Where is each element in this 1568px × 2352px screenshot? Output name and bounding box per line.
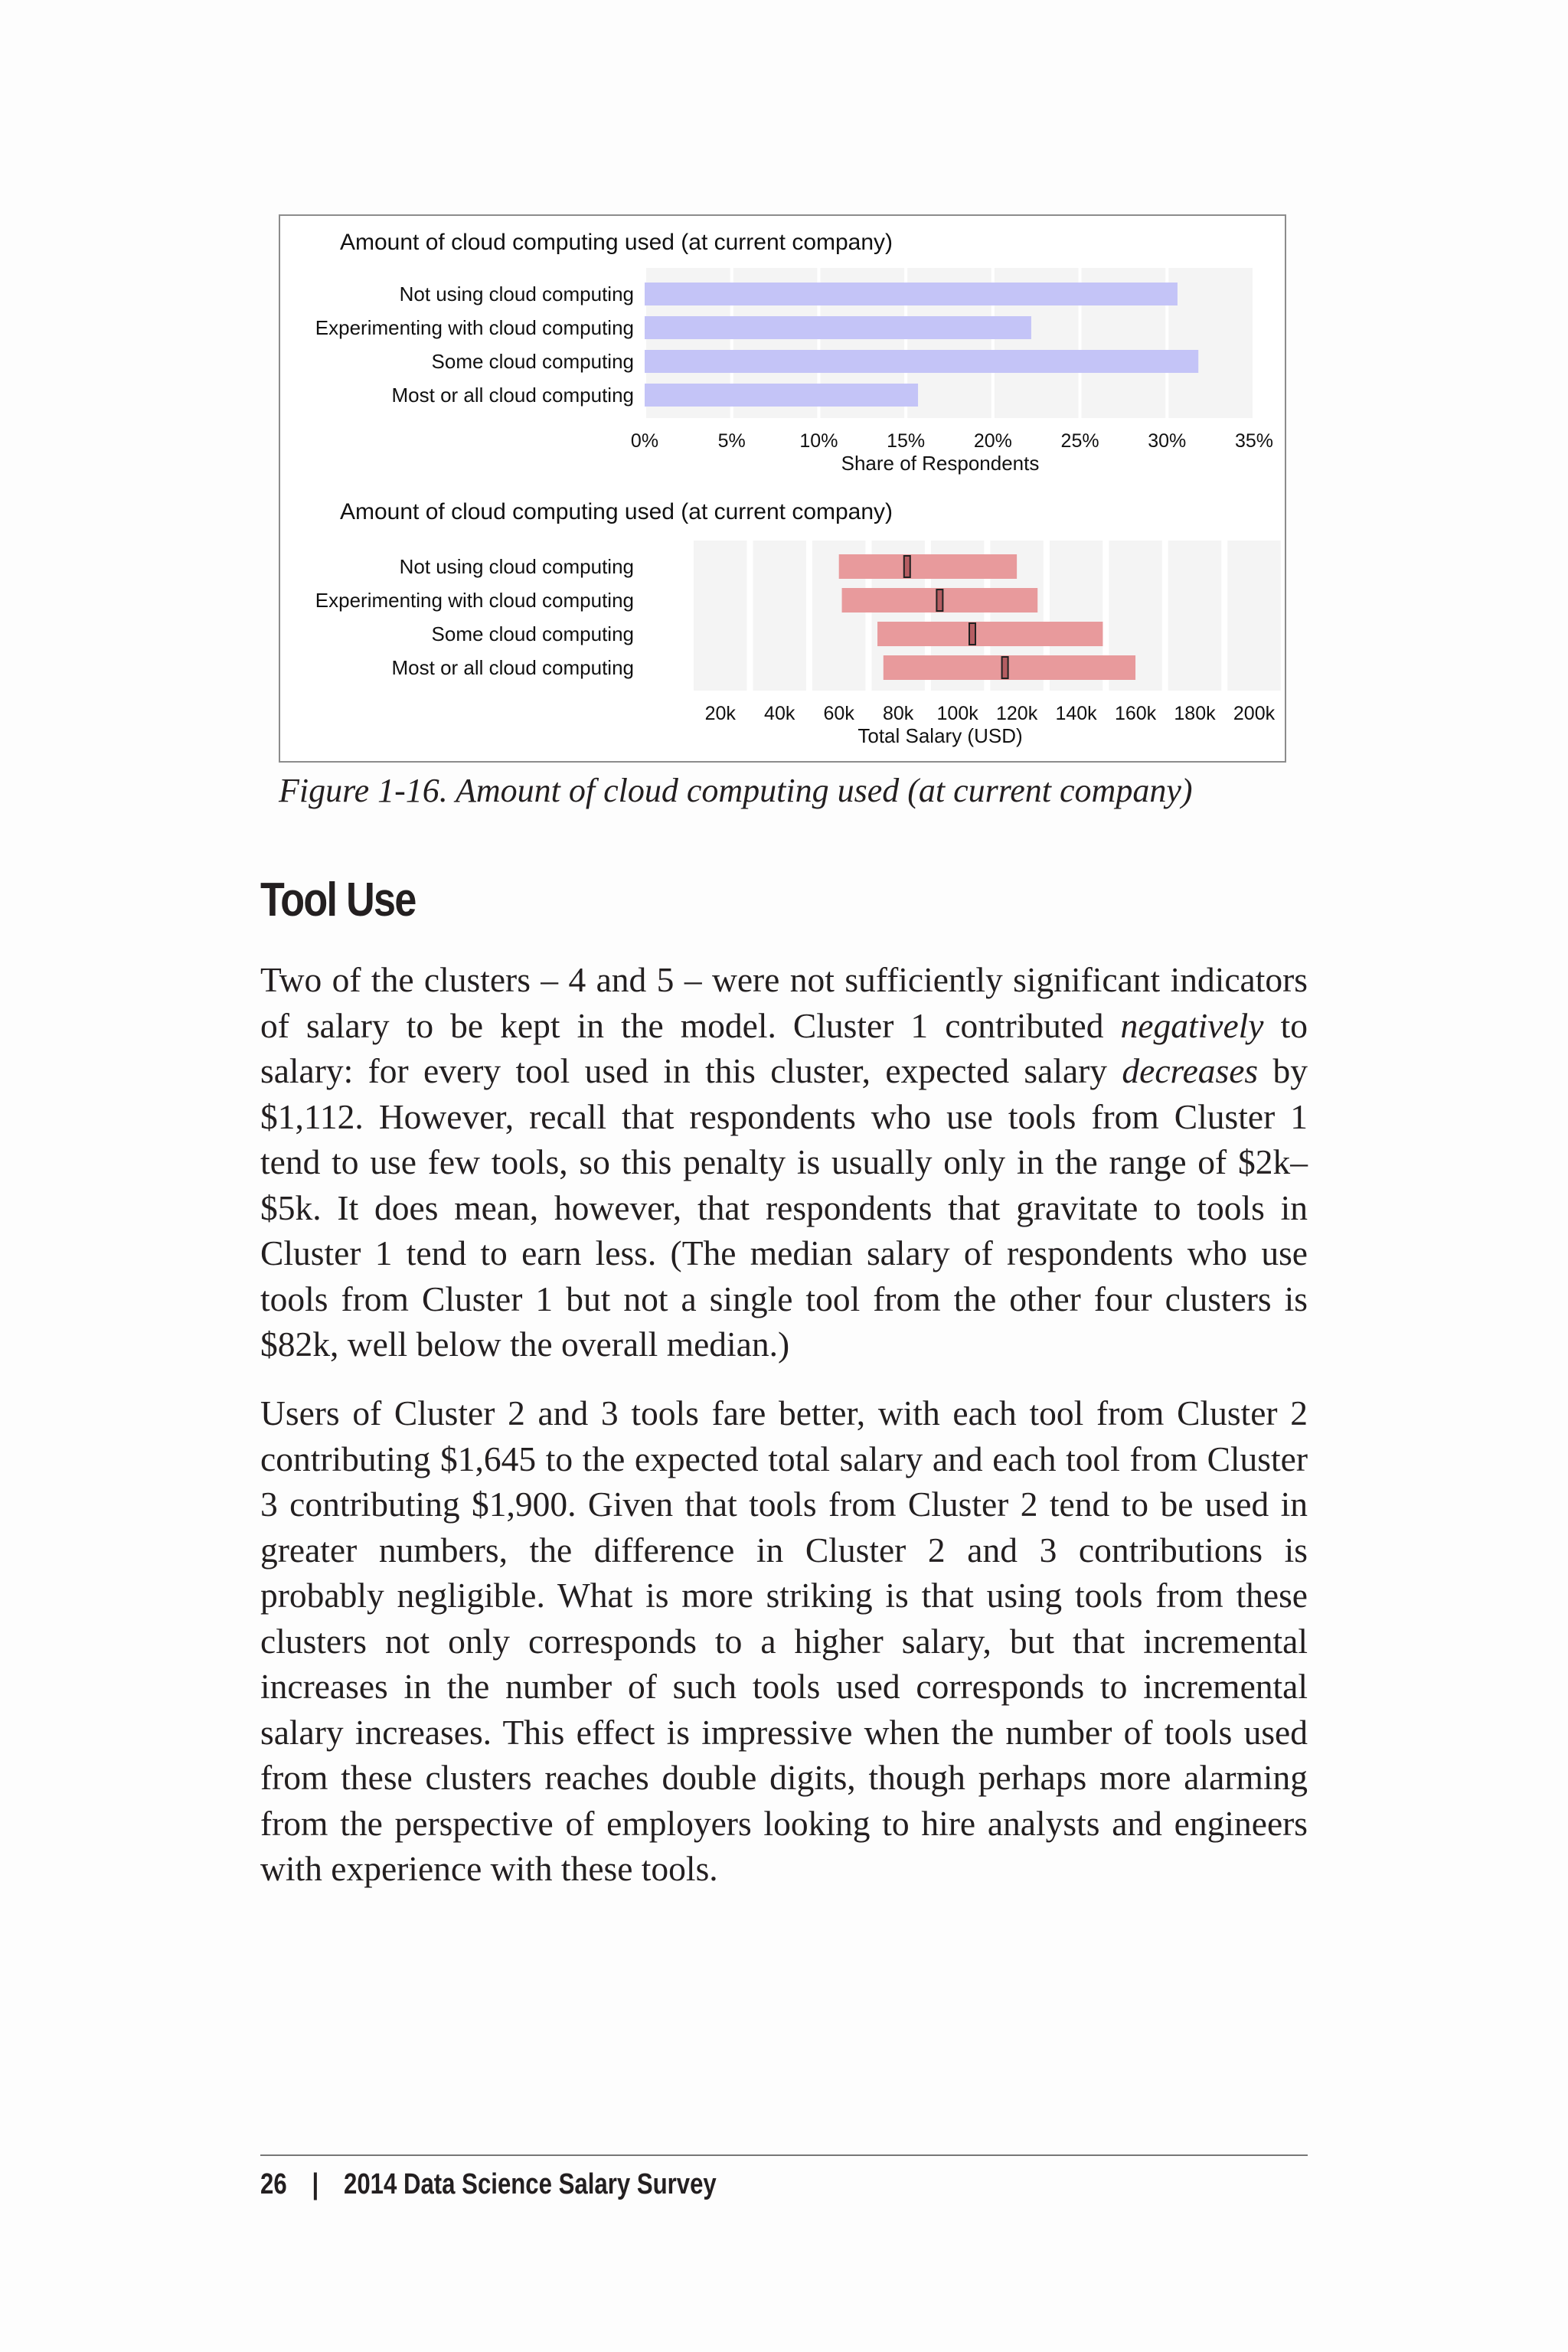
grid-band [1168, 268, 1253, 418]
book-title: 2014 Data Science Salary Survey [343, 2168, 717, 2200]
median-marker [969, 623, 975, 645]
bar [645, 283, 1178, 305]
x-tick-label: 60k [823, 703, 854, 724]
x-tick-label: 160k [1114, 703, 1157, 724]
paragraph-2: Users of Cluster 2 and 3 tools fare better, with each tool from Cluster 2 contributing $1,645 to the expected total salary and each tool from Cluster 3 contributing $1,900. Given that tools from Cluster 2 tend to be used in greater numbers, the difference in Cluster 2 and 3 contributions is probably negligible. What is more striking is that using tools from these clusters not only corresponds to a higher salary, but that incremental increases in the number of such tools used corresponds to incremental salary increases. This effect is impressive when the number of tools used from these clusters reaches double digits, though perhaps more alarming from the perspective of employers looking to hire analysts and engineers with experience with these tools. [260, 1393, 1308, 1888]
chart-1-title: Amount of cloud computing used (at current company) [340, 230, 893, 255]
figure-frame [279, 214, 1286, 763]
p1-text-1: Two of the clusters – 4 and 5 – were not sufficiently significant indicators of salary to be kept in the model. Cluster 1 contributed [260, 960, 1308, 1045]
grid-band [753, 541, 805, 691]
bar [645, 316, 1031, 339]
page-footer [260, 2168, 717, 2201]
chart-1-xlabel: Share of Respondents [841, 452, 1040, 475]
median-marker [904, 556, 910, 577]
x-tick-label: 5% [717, 430, 746, 452]
salary-range-bar [884, 655, 1135, 680]
x-tick-label: 80k [883, 703, 914, 724]
category-label: Most or all cloud computing [391, 384, 634, 407]
cloud-computing-chart [280, 216, 1285, 761]
bar [645, 350, 1198, 373]
x-tick-label: 30% [1148, 430, 1187, 452]
median-marker [936, 590, 942, 611]
x-tick-label: 20% [973, 430, 1012, 452]
grid-band [1227, 541, 1280, 691]
x-tick-label: 35% [1234, 430, 1274, 452]
x-tick-label: 25% [1060, 430, 1099, 452]
chart-2-xlabel: Total Salary (USD) [858, 724, 1023, 747]
p1-emphasis-decreases: decreases [1122, 1051, 1259, 1090]
page-number: 26 [260, 2168, 287, 2200]
x-tick-label: 100k [936, 703, 978, 724]
category-label: Some cloud computing [431, 622, 634, 645]
category-label: Some cloud computing [431, 350, 634, 373]
x-tick-label: 180k [1174, 703, 1216, 724]
category-label: Most or all cloud computing [391, 656, 634, 679]
bar [645, 384, 918, 407]
category-label: Not using cloud computing [399, 555, 634, 578]
section-heading: Tool Use [260, 874, 416, 926]
salary-range-bar [839, 554, 1017, 579]
p1-text-2: to salary: for every tool used in this cluster, expected salary [260, 1005, 1308, 1090]
x-tick-label: 120k [995, 703, 1038, 724]
footer-separator: | [312, 2168, 319, 2200]
footer-rule [260, 2154, 1308, 2156]
category-label: Experimenting with cloud computing [315, 316, 634, 339]
p1-emphasis-negatively: negatively [1120, 1005, 1264, 1045]
x-tick-label: 0% [630, 430, 659, 452]
paragraph-1 [260, 957, 1308, 1367]
figure-caption: Figure 1-16. Amount of cloud computing used (at current company) [279, 772, 1193, 809]
p1-text-3: by $1,112. However, recall that respondents who use tools from Cluster 1 tend to use few tools, so this penalty is usually only in the range of $2k–$5k. It does mean, however, that respondents that gravitate to tools in Cluster 1 tend to earn less. (The median salary of respondents who use tools from Cluster 1 but not a single tool from the other four clusters is $82k, well below the overall median.) [260, 1051, 1308, 1364]
x-tick-label: 200k [1233, 703, 1276, 724]
x-tick-label: 20k [704, 703, 736, 724]
x-tick-label: 15% [887, 430, 926, 452]
x-tick-label: 40k [764, 703, 795, 724]
category-label: Experimenting with cloud computing [315, 589, 634, 612]
category-label: Not using cloud computing [399, 283, 634, 305]
chart-2-title: Amount of cloud computing used (at current company) [340, 499, 893, 524]
grid-band [694, 541, 746, 691]
median-marker [1002, 657, 1008, 678]
salary-range-bar [877, 622, 1102, 646]
x-tick-label: 140k [1055, 703, 1097, 724]
x-tick-label: 10% [799, 430, 838, 452]
grid-band [1168, 541, 1221, 691]
